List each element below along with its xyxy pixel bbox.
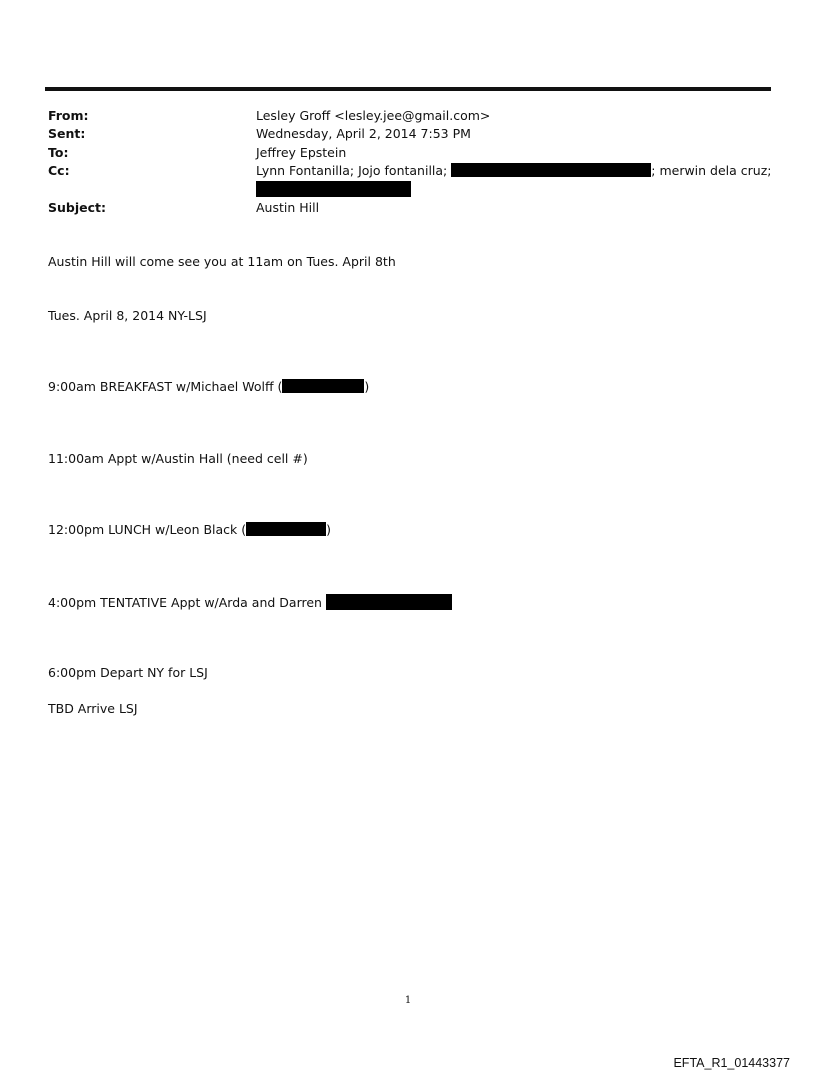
redaction-block — [246, 522, 326, 536]
schedule-item: TBD Arrive LSJ — [48, 701, 138, 716]
cc-value — [256, 163, 772, 179]
from-value: Lesley Groff <lesley.jee@gmail.com> — [256, 108, 491, 123]
subject-label: Subject: — [48, 200, 106, 215]
cc-recipients-part1: Lynn Fontanilla; Jojo fontanilla; — [256, 163, 448, 178]
redaction-block — [256, 181, 411, 197]
redaction-block — [451, 163, 651, 177]
schedule-item — [48, 379, 369, 395]
date-line: Tues. April 8, 2014 NY-LSJ — [48, 308, 207, 323]
schedule-item — [48, 594, 452, 611]
cc-label: Cc: — [48, 163, 70, 178]
intro-line: Austin Hill will come see you at 11am on Tues. April 8th — [48, 254, 396, 269]
to-label: To: — [48, 145, 69, 160]
subject-value: Austin Hill — [256, 200, 320, 215]
redaction-block — [326, 594, 452, 610]
header-divider — [45, 87, 771, 91]
sent-label: Sent: — [48, 126, 86, 141]
schedule-item-text: 9:00am BREAKFAST w/Michael Wolff ( — [48, 379, 283, 394]
schedule-item-text: 12:00pm LUNCH w/Leon Black ( — [48, 522, 247, 537]
redaction-block — [282, 379, 364, 393]
schedule-item-close: ) — [364, 379, 370, 394]
from-label: From: — [48, 108, 89, 123]
page-number: 1 — [404, 995, 412, 1006]
schedule-item: 11:00am Appt w/Austin Hall (need cell #) — [48, 451, 308, 466]
schedule-item — [48, 522, 331, 538]
cc-recipients-part2: ; merwin dela cruz; — [651, 163, 772, 178]
schedule-item-close: ) — [326, 522, 332, 537]
document-id: EFTA_R1_01443377 — [673, 1056, 790, 1070]
to-value: Jeffrey Epstein — [256, 145, 347, 160]
schedule-item: 6:00pm Depart NY for LSJ — [48, 665, 208, 680]
schedule-item-text: 4:00pm TENTATIVE Appt w/Arda and Darren — [48, 595, 322, 610]
sent-value: Wednesday, April 2, 2014 7:53 PM — [256, 126, 471, 141]
